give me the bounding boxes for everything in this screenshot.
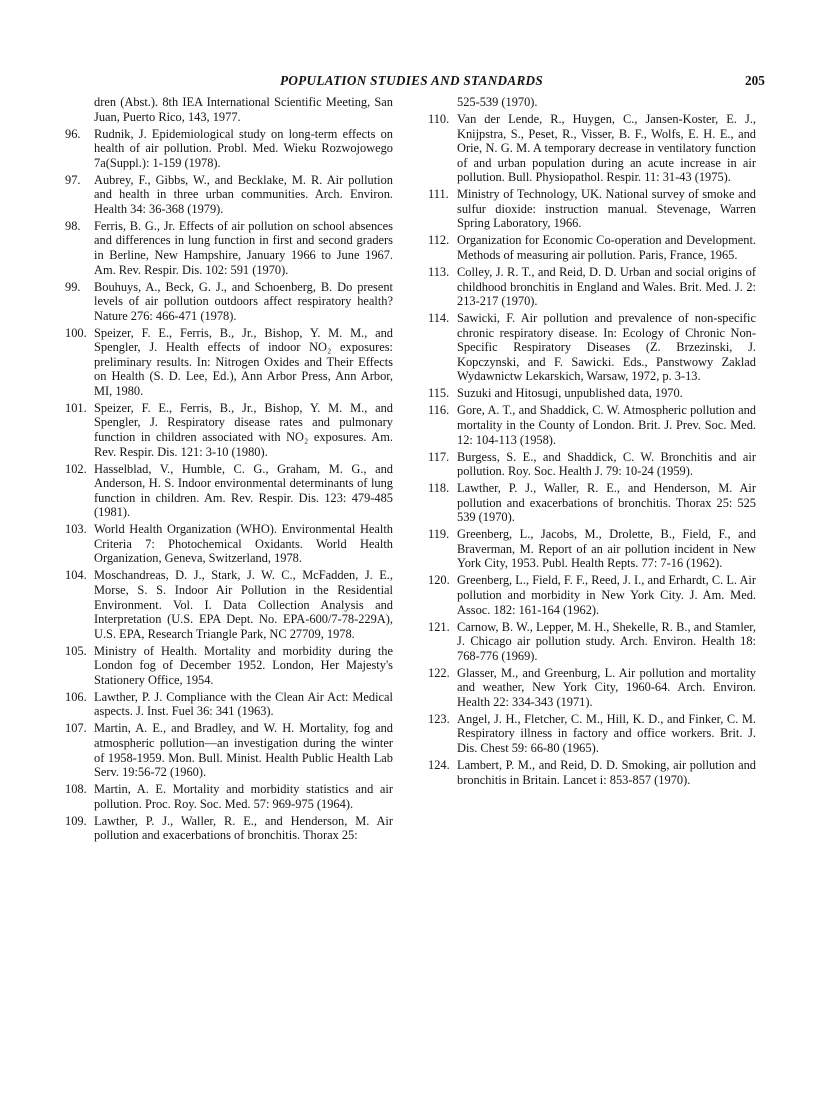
reference-item: [65, 462, 393, 520]
left-column: [65, 95, 393, 845]
right-column: [428, 95, 756, 790]
reference-text: Lawther, P. J., Waller, R. E., and Henderson, M. Air pollution and exacerbations of bronchitis. Thorax 25: 525 539 (1970).: [457, 481, 756, 525]
reference-text: Martin, A. E., and Bradley, and W. H. Mortality, fog and atmospheric pollution—an investigation during the winter of 1958-1959. Mon. Bull. Minist. Health Public Health Lab Serv. 19:56-72 (1960).: [94, 721, 393, 780]
reference-number: 113.: [428, 265, 450, 280]
reference-text: Gore, A. T., and Shaddick, C. W. Atmospheric pollution and mortality in the County of London. Brit. J. Prev. Soc. Med. 12: 104-113 (1958).: [457, 403, 756, 447]
reference-number: 97.: [65, 172, 81, 187]
reference-text: Lambert, P. M., and Reid, D. D. Smoking, air pollution and bronchitis in Britain. Lancet i: 853-857 (1970).: [457, 758, 756, 787]
reference-item: [428, 311, 756, 384]
reference-text: Suzuki and Hitosugi, unpublished data, 1970.: [457, 386, 683, 401]
reference-text: Moschandreas, D. J., Stark, J. W. C., McFadden, J. E., Morse, S. S. Indoor Air Pollution in the Residential Environment. Vol. I. Data Collection Analysis and Interpretation (U.S. EPA Dept. No. EPA-600/7-78-229A), U.S. EPA, Research Triangle Park, NC 27709, 1978.: [94, 568, 393, 641]
reference-text: Ministry of Health. Mortality and morbidity during the London fog of December 1952. London, Her Majesty's Stationery Office, 1954.: [94, 643, 393, 687]
reference-list: [428, 112, 756, 787]
reference-number: 115.: [428, 386, 450, 401]
reference-text: Bouhuys, A., Beck, G. J., and Schoenberg, B. Do present levels of air pollution outdoors affect respiratory health? Nature 276: 466-471 (1978).: [94, 279, 393, 323]
reference-text: Ministry of Technology, UK. National survey of smoke and sulfur dioxide: instruction manual. Stevenage, Warren Spring Laboratory, 1966.: [457, 187, 756, 231]
reference-number: 122.: [428, 665, 450, 680]
reference-number: 100.: [65, 325, 87, 340]
reference-item: [428, 450, 756, 479]
reference-item: [428, 758, 756, 787]
reference-item: [428, 573, 756, 617]
reference-continuation: dren (Abst.). 8th IEA International Scientific Meeting, San Juan, Puerto Rico, 143, 1977.: [94, 95, 393, 124]
reference-number: 99.: [65, 279, 81, 294]
reference-number: 114.: [428, 311, 450, 326]
reference-number: 104.: [65, 568, 87, 583]
reference-item: [428, 403, 756, 447]
reference-text: Lawther, P. J. Compliance with the Clean Air Act: Medical aspects. J. Inst. Fuel 36: 341 (1963).: [94, 689, 393, 719]
reference-item: [65, 522, 393, 566]
reference-number: 96.: [65, 126, 81, 141]
reference-text: Organization for Economic Co-operation and Development. Methods of measuring air pollution. Paris, France, 1965.: [457, 233, 756, 262]
reference-number: 117.: [428, 449, 450, 464]
reference-item: [428, 112, 756, 185]
reference-number: 106.: [65, 689, 87, 704]
reference-text: Sawicki, F. Air pollution and prevalence of non-specific chronic respiratory disease. In: Ecology of Chronic Non-Specific Respiratory Diseases (Z. Brzezinski, J. Kopczynski, and F. Sawicki. Eds., Panstwowy Zaklad Wydawnictw Lekarskich, Warsaw, 1972, p. 3-13.: [457, 311, 756, 384]
reference-number: 116.: [428, 403, 450, 418]
reference-text: Speizer, F. E., Ferris, B., Jr., Bishop, Y. M. M., and Spengler, J. Health effects of indoor NO₂ exposures: preliminary results. In: Nitrogen Oxides and Their Effects on Health (S. D. Lee, Ed.), Ann Arbor Press, Ann Arbor, MI, 1980.: [94, 325, 393, 398]
reference-number: 109.: [65, 813, 87, 828]
reference-text: Glasser, M., and Greenburg, L. Air pollution and mortality and weather, New York City, 1960-64. Arch. Environ. Health 22: 334-343 (1971).: [457, 665, 756, 709]
reference-number: 119.: [428, 527, 450, 542]
reference-item: [428, 233, 756, 262]
reference-text: Ferris, B. G., Jr. Effects of air pollution on school absences and differences in lung function in first and second graders in Berline, New Hampshire, January 1966 to June 1967. Am. Rev. Respir. Dis. 102: 591 (1970).: [94, 218, 393, 277]
reference-item: [65, 219, 393, 277]
reference-item: [65, 782, 393, 811]
reference-number: 105.: [65, 643, 87, 658]
reference-text: Colley, J. R. T., and Reid, D. D. Urban and social origins of childhood bronchitis in England and Wales. Brit. Med. J. 2: 213-217 (1970).: [457, 265, 756, 309]
reference-text: Burgess, S. E., and Shaddick, C. W. Bronchitis and air pollution. Roy. Soc. Health J. 79: 10-24 (1959).: [457, 449, 756, 479]
reference-item: [428, 265, 756, 309]
reference-item: [428, 386, 756, 401]
reference-item: [65, 814, 393, 843]
reference-text: World Health Organization (WHO). Environmental Health Criteria 7: Photochemical Oxidants. World Health Organization, Geneva, Switzerland, 1978.: [94, 522, 393, 566]
reference-item: [65, 644, 393, 688]
reference-item: [65, 280, 393, 324]
page-number: 205: [745, 73, 765, 88]
reference-number: 108.: [65, 782, 87, 797]
reference-item: [65, 127, 393, 171]
reference-number: 118.: [428, 481, 450, 496]
reference-text: Greenberg, L., Field, F. F., Reed, J. I., and Erhardt, C. L. Air pollution and morbidity in New York City. J. Am. Med. Assoc. 182: 161-164 (1962).: [457, 573, 756, 617]
reference-item: [428, 481, 756, 525]
reference-number: 112.: [428, 233, 450, 248]
reference-number: 103.: [65, 522, 87, 537]
reference-item: [65, 173, 393, 217]
reference-text: Van der Lende, R., Huygen, C., Jansen-Koster, E. J., Knijpstra, S., Peset, R., Visser, B. F., Wolfs, E. H. E., and Orie, N. G. M. A temporary decrease in ventilatory function of and urban population during an acute increase in air pollution. Bull. Physiopathol. Respir. 11: 31-43 (1975).: [457, 112, 756, 185]
reference-text: Carnow, B. W., Lepper, M. H., Shekelle, R. B., and Stamler, J. Chicago air pollution study. Arch. Environ. Health 18: 768-776 (1969).: [457, 619, 756, 663]
reference-continuation: 525-539 (1970).: [457, 95, 538, 109]
reference-number: 111.: [428, 187, 449, 202]
reference-item: [428, 666, 756, 710]
reference-item: [65, 690, 393, 719]
reference-item: [65, 721, 393, 779]
reference-item: [65, 326, 393, 399]
reference-item: [428, 187, 756, 231]
reference-number: 98.: [65, 218, 81, 233]
reference-number: 120.: [428, 573, 450, 588]
reference-number: 110.: [428, 112, 450, 127]
reference-item: [65, 401, 393, 459]
reference-number: 102.: [65, 461, 87, 476]
reference-number: 101.: [65, 400, 87, 415]
reference-text: Greenberg, L., Jacobs, M., Drolette, B., Field, F., and Braverman, M. Report of an air pollution incident in New York City, 1953. Publ. Health Repts. 77: 7-16 (1962).: [457, 527, 756, 571]
reference-item: [428, 620, 756, 664]
reference-text: Martin, A. E. Mortality and morbidity statistics and air pollution. Proc. Roy. Soc. Med. 57: 969-975 (1964).: [94, 782, 393, 811]
reference-number: 107.: [65, 721, 87, 736]
reference-item: [428, 712, 756, 756]
reference-item: [428, 527, 756, 571]
reference-text: Speizer, F. E., Ferris, B., Jr., Bishop, Y. M. M., and Spengler, J. Respiratory disease rates and pulmonary function in children associated with NO₂ exposures. Am. Rev. Respir. Dis. 121: 3-10 (1980).: [94, 400, 393, 459]
reference-text: Lawther, P. J., Waller, R. E., and Henderson, M. Air pollution and exacerbations of bronchitis. Thorax 25:: [94, 813, 393, 843]
reference-number: 121.: [428, 619, 450, 634]
running-header: POPULATION STUDIES AND STANDARDS: [280, 73, 544, 88]
reference-number: 124.: [428, 758, 450, 773]
reference-text: Angel, J. H., Fletcher, C. M., Hill, K. D., and Finker, C. M. Respiratory illness in factory and office workers. Brit. J. Dis. Chest 59: 66-80 (1965).: [457, 711, 756, 755]
reference-list: [65, 127, 393, 843]
reference-text: Hasselblad, V., Humble, C. G., Graham, M. G., and Anderson, H. S. Indoor environmental determinants of lung function in children. Am. Rev. Respir. Dis. 123: 479-485 (1981).: [94, 461, 393, 520]
reference-item: [65, 568, 393, 641]
reference-number: 123.: [428, 711, 450, 726]
reference-text: Aubrey, F., Gibbs, W., and Becklake, M. R. Air pollution and health in three urban communities. Arch. Environ. Health 34: 36-368 (1979).: [94, 172, 393, 216]
reference-text: Rudnik, J. Epidemiological study on long-term effects on health of air pollution. Probl. Med. Wieku Rozwojowego 7a(Suppl.): 1-159 (1978).: [94, 126, 393, 170]
